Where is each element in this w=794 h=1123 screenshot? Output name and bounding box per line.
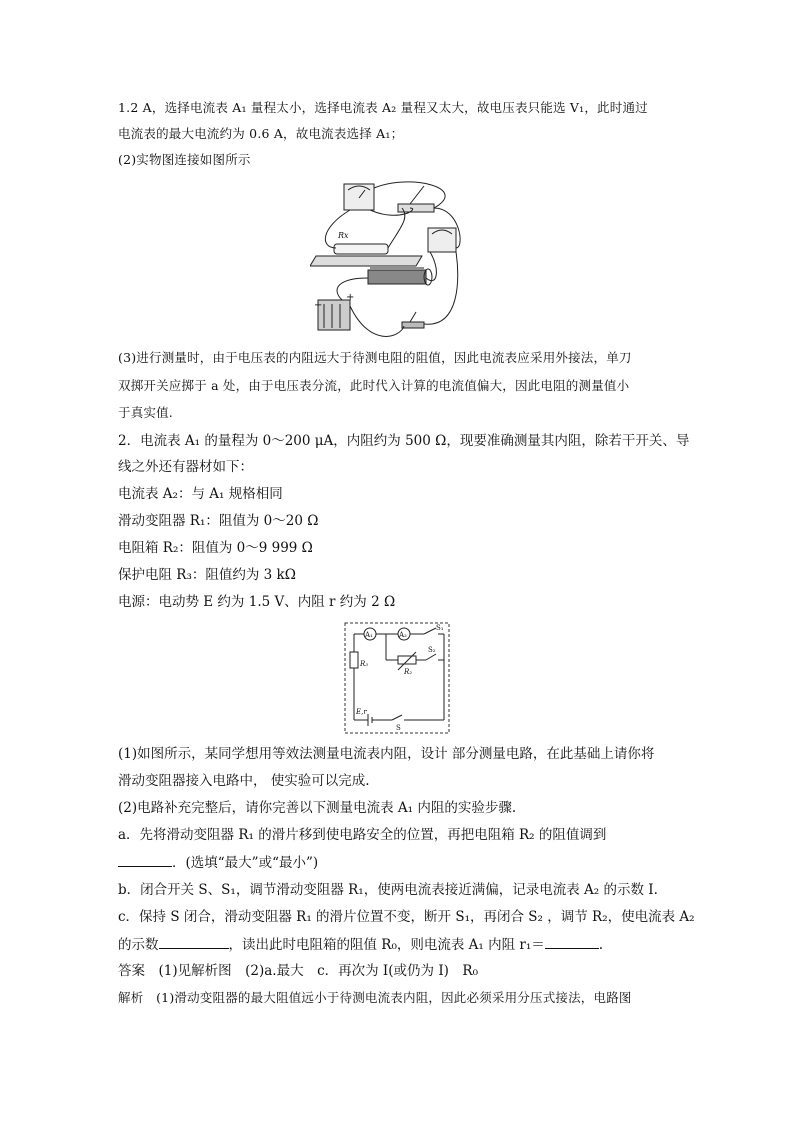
answer-blank-c2[interactable] (545, 934, 599, 949)
q2-item-1: 电流表 A₂：与 A₁ 规格相同 (118, 486, 283, 502)
q2-part2: (2)电路补充完整后，请你完善以下测量电流表 A₁ 内阻的实验步骤. (118, 800, 517, 816)
plus-sign: + (346, 292, 355, 303)
q2-item-5: 电源：电动势 E 约为 1.5 V、内阻 r 约为 2 Ω (118, 594, 396, 610)
answer-blank-c1[interactable] (159, 934, 229, 949)
q2-step-c-2-prefix: 的示数 (118, 937, 159, 953)
answer-blank-a[interactable] (118, 852, 172, 867)
q2-step-c-2-end: . (598, 937, 604, 953)
minus-sign: − (314, 300, 323, 311)
q2-step-c-2-mid: ，读出此时电阻箱的阻值 R₀，则电流表 A₁ 内阻 r₁＝ (228, 937, 545, 953)
q2-part1-line-2: 滑动变阻器接入电路中， 使实验可以完成. (118, 773, 370, 789)
a1-label: A₁ (365, 631, 373, 639)
q2-stem-2: 线之外还有器材如下： (118, 459, 253, 475)
q2-step-c-1: c．保持 S 闭合，滑动变阻器 R₁ 的滑片位置不变，断开 S₁，再闭合 S₂ ，调节 R₂，使电流表 A₂ (118, 909, 695, 925)
er-label: E,r (356, 708, 367, 716)
q2-step-a-1: a．先将滑动变阻器 R₁ 的滑片移到使电路安全的位置，再把电阻箱 R₂ 的阻值调到 (118, 827, 607, 843)
a2-label: A₂ (399, 631, 407, 639)
rx-label: Rx (338, 231, 349, 240)
solution-line-4: (3)进行测量时，由于电压表的内阻远大于待测电阻的阻值，因此电流表应采用外接法，单刀 (118, 350, 632, 365)
solution-line-2: 电流表的最大电流约为 0.6 A，故电流表选择 A₁； (118, 126, 404, 141)
solution-line-5: 双掷开关应掷于 a 处，由于电压表分流，此时代入计算的电流值偏大，因此电阻的测量值小 (118, 378, 630, 393)
q2-item-2: 滑动变阻器 R₁：阻值为 0～20 Ω (118, 513, 319, 529)
q2-step-b: b．闭合开关 S、S₁，调节滑动变阻器 R₁，使两电流表接近满偏，记录电流表 A₂ 的示数 I. (118, 882, 658, 898)
solution-line-3: (2)实物图连接如图所示 (118, 152, 251, 167)
q2-item-4: 保护电阻 R₃：阻值约为 3 kΩ (118, 567, 296, 583)
s2-label: S₂ (428, 646, 436, 654)
q2-step-a-2 (118, 852, 318, 873)
q2-step-a-2-text: ．(选填“最大”或“最小”) (172, 855, 319, 871)
s1-label: S₁ (436, 624, 444, 632)
analysis-line: 解析 (1)滑动变阻器的最大阻值远小于待测电流表内阻，因此必须采用分压式接法，电路图 (118, 990, 632, 1005)
s-label: S (396, 724, 401, 732)
q2-stem-1: 2．电流表 A₁ 的量程为 0～200 μA，内阻约为 500 Ω，现要准确测量其内阻，除若干开关、导 (118, 433, 690, 449)
answer-line: 答案 (1)见解析图 (2)a.最大 c．再次为 I(或仍为 I) R₀ (118, 963, 479, 979)
q2-part1-line-1: (1)如图所示，某同学想用等效法测量电流表内阻，设计 部分测量电路，在此基础上请你将 (118, 746, 655, 762)
solution-line-6: 于真实值. (118, 405, 173, 420)
circuit-diagram (344, 622, 450, 734)
wiring-figure (310, 178, 470, 343)
q2-step-c-2 (118, 934, 603, 955)
r2-label: R₂ (404, 668, 413, 676)
r3-label: R₃ (360, 660, 369, 668)
solution-line-1: 1.2 A，选择电流表 A₁ 量程太小，选择电流表 A₂ 量程又太大，故电压表只能选 V₁，此时通过 (118, 100, 648, 115)
q2-item-3: 电阻箱 R₂：阻值为 0～9 999 Ω (118, 540, 313, 556)
